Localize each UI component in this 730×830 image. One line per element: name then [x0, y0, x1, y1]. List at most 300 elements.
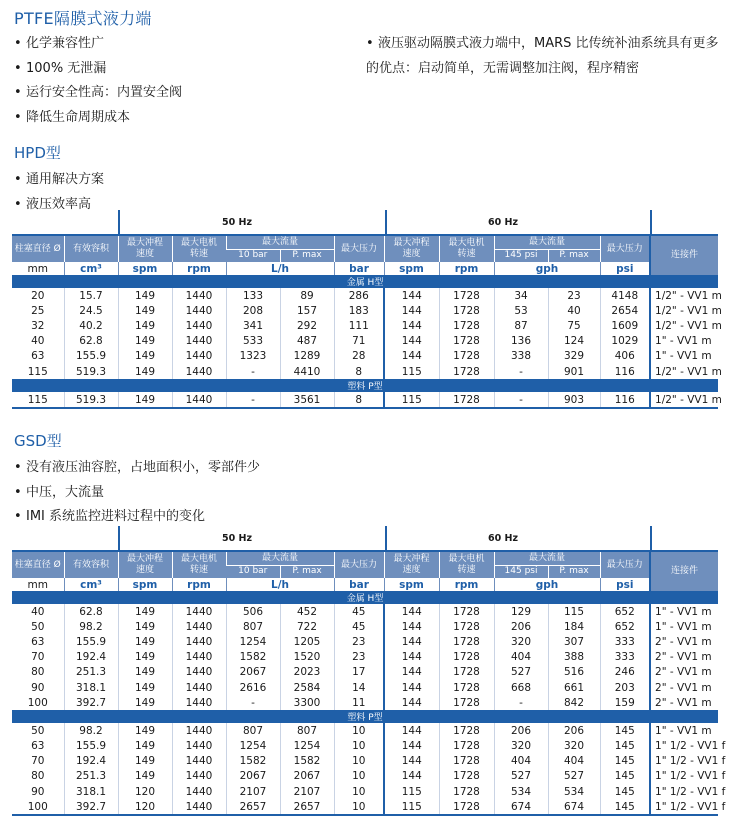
- col-plunger-dia: 柱塞直径 Ø: [12, 552, 64, 578]
- table-row: [12, 303, 718, 318]
- frequency-row: [12, 210, 718, 236]
- table-cell: 87: [494, 318, 548, 333]
- table-cell: 668: [494, 680, 548, 695]
- table-cell: 674: [548, 799, 600, 814]
- col-volume: 有效容积: [64, 552, 118, 578]
- table-cell: 149: [118, 318, 172, 333]
- col-connection: 连接件: [650, 236, 718, 275]
- table-cell: 206: [494, 619, 548, 634]
- table-cell: 1728: [439, 723, 494, 738]
- table-cell: 149: [118, 695, 172, 710]
- table-row: [12, 619, 718, 634]
- table-cell: 144: [384, 619, 439, 634]
- table-cell: 40.2: [64, 318, 118, 333]
- table-cell: 1440: [172, 349, 226, 364]
- table-cell: 1440: [172, 739, 226, 754]
- table-cell: 10: [334, 784, 384, 799]
- table-cell: 404: [494, 650, 548, 665]
- table-cell: 149: [118, 288, 172, 303]
- table-cell: 144: [384, 634, 439, 649]
- list-item: • 没有液压油容腔，占地面积小，零部件少: [14, 456, 260, 481]
- table-cell: 519.3: [64, 392, 118, 407]
- table-cell: 1440: [172, 303, 226, 318]
- col-max-motor-speed-60: 最大电机转速: [439, 236, 494, 262]
- table-cell: 80: [31, 770, 45, 783]
- col-flow-pmax-50: P. max: [280, 565, 334, 578]
- table-cell: 333: [600, 634, 650, 649]
- unit-cell: rpm: [439, 262, 494, 275]
- table-cell: 1520: [280, 650, 334, 665]
- unit-cell: spm: [118, 262, 172, 275]
- table-cell: 1440: [172, 288, 226, 303]
- intro-note: • 液压驱动隔膜式液力端中，MARS 比传统补油系统具有更多的优点：启动简单，无需调整加注阀，程序精密: [366, 36, 719, 76]
- table-cell: 145: [600, 799, 650, 814]
- table-cell: 144: [384, 318, 439, 333]
- table-cell: 15.7: [64, 288, 118, 303]
- table-cell: 901: [548, 364, 600, 379]
- unit-cell: gph: [494, 578, 600, 591]
- col-flow-pmax-60: P. max: [548, 249, 600, 262]
- table-cell: 1254: [226, 739, 280, 754]
- table-cell: 63: [31, 635, 45, 648]
- table-cell: 1728: [439, 288, 494, 303]
- table-cell: 149: [118, 604, 172, 619]
- intro-note-text: 液压驱动隔膜式液力端中，MARS 比传统补油系统具有更多的优点：启动简单，无需调整加注阀，程序精密: [366, 36, 719, 76]
- table-cell: 1440: [172, 604, 226, 619]
- table-cell: 527: [494, 769, 548, 784]
- table-cell: 1/2" - VV1 m: [650, 288, 718, 303]
- table-cell: 1" - VV1 m: [650, 723, 718, 738]
- table-cell: 1728: [439, 739, 494, 754]
- table-cell: 1/2" - VV1 m: [650, 364, 718, 379]
- rule: [12, 814, 718, 816]
- table-cell: 1440: [172, 695, 226, 710]
- unit-cell: spm: [384, 262, 439, 275]
- table-row: [12, 769, 718, 784]
- col-max-motor-speed-60: 最大电机转速: [439, 552, 494, 578]
- table-cell: 149: [118, 392, 172, 407]
- table-cell: 1440: [172, 619, 226, 634]
- table-row: [12, 349, 718, 364]
- table-cell: 159: [600, 695, 650, 710]
- unit-cell: bar: [334, 578, 384, 591]
- table-cell: 155.9: [64, 349, 118, 364]
- table-cell: 1289: [280, 349, 334, 364]
- table-cell: 71: [334, 334, 384, 349]
- table-bottom-rule: [12, 407, 718, 409]
- table-cell: 70: [31, 651, 45, 664]
- table-cell: 124: [548, 334, 600, 349]
- table-cell: 1440: [172, 334, 226, 349]
- table-cell: 184: [548, 619, 600, 634]
- col-max-stroke-speed-60: 最大冲程速度: [384, 236, 439, 262]
- metal-band-label: 金属 H型: [12, 591, 718, 604]
- table-cell: 50: [31, 620, 45, 633]
- table-cell: 144: [384, 650, 439, 665]
- table-cell: -: [226, 392, 280, 407]
- table-cell: 1440: [172, 318, 226, 333]
- table-cell: 1440: [172, 364, 226, 379]
- table-cell: 1440: [172, 754, 226, 769]
- table-cell: 149: [118, 650, 172, 665]
- table-cell: 2" - VV1 m: [650, 695, 718, 710]
- table-cell: 75: [548, 318, 600, 333]
- table-row: [12, 318, 718, 333]
- unit-cell: L/h: [226, 578, 334, 591]
- table-cell: 115: [384, 392, 439, 407]
- table-cell: 144: [384, 754, 439, 769]
- table-cell: 50: [31, 724, 45, 737]
- table-cell: 149: [118, 723, 172, 738]
- table-cell: 2" - VV1 m: [650, 650, 718, 665]
- table-cell: 251.3: [64, 769, 118, 784]
- table-cell: 1728: [439, 364, 494, 379]
- table-cell: 652: [600, 604, 650, 619]
- table-cell: 1/2" - VV1 m: [650, 318, 718, 333]
- table-cell: 120: [118, 799, 172, 814]
- table-cell: 1582: [226, 754, 280, 769]
- unit-cell: mm: [12, 578, 64, 591]
- table-cell: 53: [494, 303, 548, 318]
- table-cell: 144: [384, 680, 439, 695]
- table-cell: 133: [226, 288, 280, 303]
- table-cell: 286: [334, 288, 384, 303]
- table-cell: -: [494, 392, 548, 407]
- table-cell: 10: [334, 723, 384, 738]
- table-cell: 1440: [172, 650, 226, 665]
- table-cell: 807: [226, 619, 280, 634]
- table-cell: 23: [548, 288, 600, 303]
- table-cell: 1440: [172, 665, 226, 680]
- table-cell: 144: [384, 604, 439, 619]
- col-flow-10bar: 10 bar: [226, 249, 280, 262]
- unit-cell: rpm: [172, 262, 226, 275]
- freq-60-label: 60 Hz: [488, 533, 519, 544]
- table-cell: 534: [494, 784, 548, 799]
- table-cell: 1728: [439, 784, 494, 799]
- table-cell: 62.8: [64, 604, 118, 619]
- table-cell: 120: [118, 784, 172, 799]
- units-row: [12, 578, 718, 591]
- table-cell: 1440: [172, 680, 226, 695]
- table-cell: 2067: [280, 769, 334, 784]
- table-row: [12, 334, 718, 349]
- table-cell: 155.9: [64, 739, 118, 754]
- table-cell: 516: [548, 665, 600, 680]
- table-cell: 149: [118, 619, 172, 634]
- table-cell: 404: [548, 754, 600, 769]
- table-cell: 1254: [226, 634, 280, 649]
- table-cell: 144: [384, 303, 439, 318]
- table-cell: 17: [334, 665, 384, 680]
- table-cell: 307: [548, 634, 600, 649]
- table-cell: 1728: [439, 680, 494, 695]
- col-max-flow-60: 最大流量: [494, 236, 600, 249]
- table-row: [12, 739, 718, 754]
- table-cell: 246: [600, 665, 650, 680]
- metal-band-label: 金属 H型: [12, 275, 718, 288]
- plastic-band-label: 塑料 P型: [12, 710, 718, 723]
- table-cell: 1" - VV1 m: [650, 604, 718, 619]
- col-max-flow-50: 最大流量: [226, 552, 334, 565]
- intro-bullets: [14, 32, 182, 130]
- table-cell: 388: [548, 650, 600, 665]
- freq-60-label: 60 Hz: [488, 217, 519, 228]
- table-cell: 1728: [439, 318, 494, 333]
- table-cell: 144: [384, 769, 439, 784]
- list-item: • 降低生命周期成本: [14, 106, 182, 131]
- table-cell: 452: [280, 604, 334, 619]
- table-cell: 149: [118, 334, 172, 349]
- table-cell: 4410: [280, 364, 334, 379]
- table-cell: 155.9: [64, 634, 118, 649]
- unit-cell: spm: [384, 578, 439, 591]
- col-plunger-dia: 柱塞直径 Ø: [12, 236, 64, 262]
- table-cell: 487: [280, 334, 334, 349]
- table-cell: 320: [494, 739, 548, 754]
- table-cell: 206: [494, 723, 548, 738]
- freq-50-label: 50 Hz: [222, 533, 253, 544]
- table-cell: 145: [600, 754, 650, 769]
- table-cell: 32: [31, 319, 45, 332]
- table-cell: 2584: [280, 680, 334, 695]
- table-cell: 40: [31, 335, 45, 348]
- table-cell: 1728: [439, 769, 494, 784]
- col-volume: 有效容积: [64, 236, 118, 262]
- table-cell: 144: [384, 739, 439, 754]
- table-cell: 1440: [172, 392, 226, 407]
- table-cell: 1728: [439, 634, 494, 649]
- col-max-pressure-60: 最大压力: [600, 552, 650, 578]
- table-cell: 406: [600, 349, 650, 364]
- table-cell: 115: [27, 393, 48, 406]
- col-max-motor-speed: 最大电机转速: [172, 552, 226, 578]
- table-row: [12, 392, 718, 407]
- table-cell: 157: [280, 303, 334, 318]
- col-max-pressure-50: 最大压力: [334, 236, 384, 262]
- freq-50-label: 50 Hz: [222, 217, 253, 228]
- table-cell: 45: [334, 619, 384, 634]
- table-cell: 129: [494, 604, 548, 619]
- col-connection: 连接件: [650, 552, 718, 591]
- table-cell: 14: [334, 680, 384, 695]
- frequency-row: [12, 526, 718, 552]
- table-cell: 1728: [439, 650, 494, 665]
- table-cell: 1" 1/2 - VV1 f: [650, 769, 718, 784]
- table-cell: 45: [334, 604, 384, 619]
- table-cell: 1728: [439, 695, 494, 710]
- col-max-pressure-60: 最大压力: [600, 236, 650, 262]
- plastic-band: [12, 710, 718, 723]
- table-row: [12, 650, 718, 665]
- table-cell: 144: [384, 695, 439, 710]
- table-cell: 89: [280, 288, 334, 303]
- table-cell: 1205: [280, 634, 334, 649]
- metal-band: [12, 591, 718, 604]
- table-cell: 149: [118, 349, 172, 364]
- table-cell: 192.4: [64, 650, 118, 665]
- table-cell: 392.7: [64, 799, 118, 814]
- table-cell: 23: [334, 650, 384, 665]
- table-cell: 25: [31, 304, 45, 317]
- hpd-heading: HPD型: [14, 144, 61, 162]
- table-cell: 145: [600, 769, 650, 784]
- table-cell: 10: [334, 769, 384, 784]
- table-cell: 149: [118, 739, 172, 754]
- table-cell: -: [226, 695, 280, 710]
- table-cell: 661: [548, 680, 600, 695]
- table-cell: 1" 1/2 - VV1 f: [650, 784, 718, 799]
- col-flow-pmax-50: P. max: [280, 249, 334, 262]
- table-cell: 2" - VV1 m: [650, 680, 718, 695]
- table-cell: 320: [494, 634, 548, 649]
- table-cell: 40: [548, 303, 600, 318]
- table-row: [12, 695, 718, 710]
- table-cell: 149: [118, 754, 172, 769]
- table-cell: 149: [118, 634, 172, 649]
- table-cell: 149: [118, 303, 172, 318]
- table-cell: 1728: [439, 604, 494, 619]
- table-cell: 1254: [280, 739, 334, 754]
- table-cell: 318.1: [64, 680, 118, 695]
- gsd-table: [12, 526, 726, 816]
- table-cell: 1/2" - VV1 m: [650, 303, 718, 318]
- table-cell: 144: [384, 723, 439, 738]
- table-cell: 1582: [280, 754, 334, 769]
- table-cell: 1440: [172, 634, 226, 649]
- table-cell: 10: [334, 739, 384, 754]
- table-cell: 11: [334, 695, 384, 710]
- table-cell: 392.7: [64, 695, 118, 710]
- table-cell: 1582: [226, 650, 280, 665]
- table-cell: 116: [600, 364, 650, 379]
- table-cell: 63: [31, 740, 45, 753]
- table-cell: 1728: [439, 754, 494, 769]
- table-cell: 3561: [280, 392, 334, 407]
- table-cell: 2067: [226, 665, 280, 680]
- table-cell: 145: [600, 784, 650, 799]
- table-row: [12, 784, 718, 799]
- table-cell: 341: [226, 318, 280, 333]
- table-cell: 10: [334, 799, 384, 814]
- unit-cell: spm: [118, 578, 172, 591]
- table-cell: 20: [31, 289, 45, 302]
- table-cell: 842: [548, 695, 600, 710]
- table-cell: 1728: [439, 392, 494, 407]
- table-cell: 2654: [600, 303, 650, 318]
- col-max-flow-50: 最大流量: [226, 236, 334, 249]
- table-cell: 1728: [439, 619, 494, 634]
- table-cell: 2657: [280, 799, 334, 814]
- table-cell: 1/2" - VV1 m: [650, 392, 718, 407]
- table-cell: 1728: [439, 349, 494, 364]
- table-cell: 98.2: [64, 619, 118, 634]
- header-row: [12, 552, 718, 565]
- table-cell: 144: [384, 288, 439, 303]
- table-cell: 115: [548, 604, 600, 619]
- table-cell: 3300: [280, 695, 334, 710]
- list-item: • 运行安全性高：内置安全阀: [14, 81, 182, 106]
- table-cell: 23: [334, 634, 384, 649]
- table-cell: 1609: [600, 318, 650, 333]
- table-cell: 1" - VV1 m: [650, 349, 718, 364]
- table-cell: 192.4: [64, 754, 118, 769]
- table-cell: 145: [600, 739, 650, 754]
- table-cell: 2107: [280, 784, 334, 799]
- table-cell: 1440: [172, 784, 226, 799]
- table-cell: 534: [548, 784, 600, 799]
- unit-cell: psi: [600, 262, 650, 275]
- table-cell: -: [494, 364, 548, 379]
- table-cell: 115: [27, 365, 48, 378]
- table-cell: 1728: [439, 334, 494, 349]
- table-cell: 1" 1/2 - VV1 f: [650, 799, 718, 814]
- col-max-stroke-speed: 最大冲程速度: [118, 552, 172, 578]
- unit-cell: psi: [600, 578, 650, 591]
- table-cell: 28: [334, 349, 384, 364]
- table-cell: -: [226, 364, 280, 379]
- table-cell: 2" - VV1 m: [650, 634, 718, 649]
- table-cell: 1728: [439, 665, 494, 680]
- table-cell: 115: [384, 784, 439, 799]
- table-cell: 722: [280, 619, 334, 634]
- table-cell: 115: [384, 799, 439, 814]
- gsd-data-table: [12, 552, 726, 816]
- table-cell: 149: [118, 665, 172, 680]
- table-cell: 111: [334, 318, 384, 333]
- col-flow-10bar: 10 bar: [226, 565, 280, 578]
- col-max-pressure-50: 最大压力: [334, 552, 384, 578]
- col-flow-145psi: 145 psi: [494, 565, 548, 578]
- list-item: • 化学兼容性广: [14, 32, 182, 57]
- col-max-stroke-speed-60: 最大冲程速度: [384, 552, 439, 578]
- table-row: [12, 799, 718, 814]
- table-cell: 333: [600, 650, 650, 665]
- rule: [12, 407, 718, 409]
- table-cell: 8: [334, 364, 384, 379]
- table-cell: 2" - VV1 m: [650, 665, 718, 680]
- table-cell: 136: [494, 334, 548, 349]
- table-cell: 652: [600, 619, 650, 634]
- table-cell: 203: [600, 680, 650, 695]
- col-max-motor-speed: 最大电机转速: [172, 236, 226, 262]
- unit-cell: gph: [494, 262, 600, 275]
- table-cell: 292: [280, 318, 334, 333]
- table-cell: 1" - VV1 m: [650, 619, 718, 634]
- table-cell: 90: [31, 785, 45, 798]
- list-item: • 中压，大流量: [14, 481, 260, 506]
- table-cell: 1440: [172, 799, 226, 814]
- col-flow-145psi: 145 psi: [494, 249, 548, 262]
- gsd-bullets: [14, 456, 260, 530]
- table-cell: 149: [118, 769, 172, 784]
- table-row: [12, 364, 718, 379]
- table-row: [12, 634, 718, 649]
- table-cell: 1" 1/2 - VV1 f: [650, 739, 718, 754]
- table-cell: 98.2: [64, 723, 118, 738]
- table-cell: 320: [548, 739, 600, 754]
- table-cell: 2023: [280, 665, 334, 680]
- col-max-flow-60: 最大流量: [494, 552, 600, 565]
- list-item: • 100% 无泄漏: [14, 57, 182, 82]
- table-row: [12, 604, 718, 619]
- table-cell: 807: [226, 723, 280, 738]
- table-cell: 208: [226, 303, 280, 318]
- table-cell: 24.5: [64, 303, 118, 318]
- unit-cell: cm³: [64, 262, 118, 275]
- table-cell: 404: [494, 754, 548, 769]
- table-cell: 1029: [600, 334, 650, 349]
